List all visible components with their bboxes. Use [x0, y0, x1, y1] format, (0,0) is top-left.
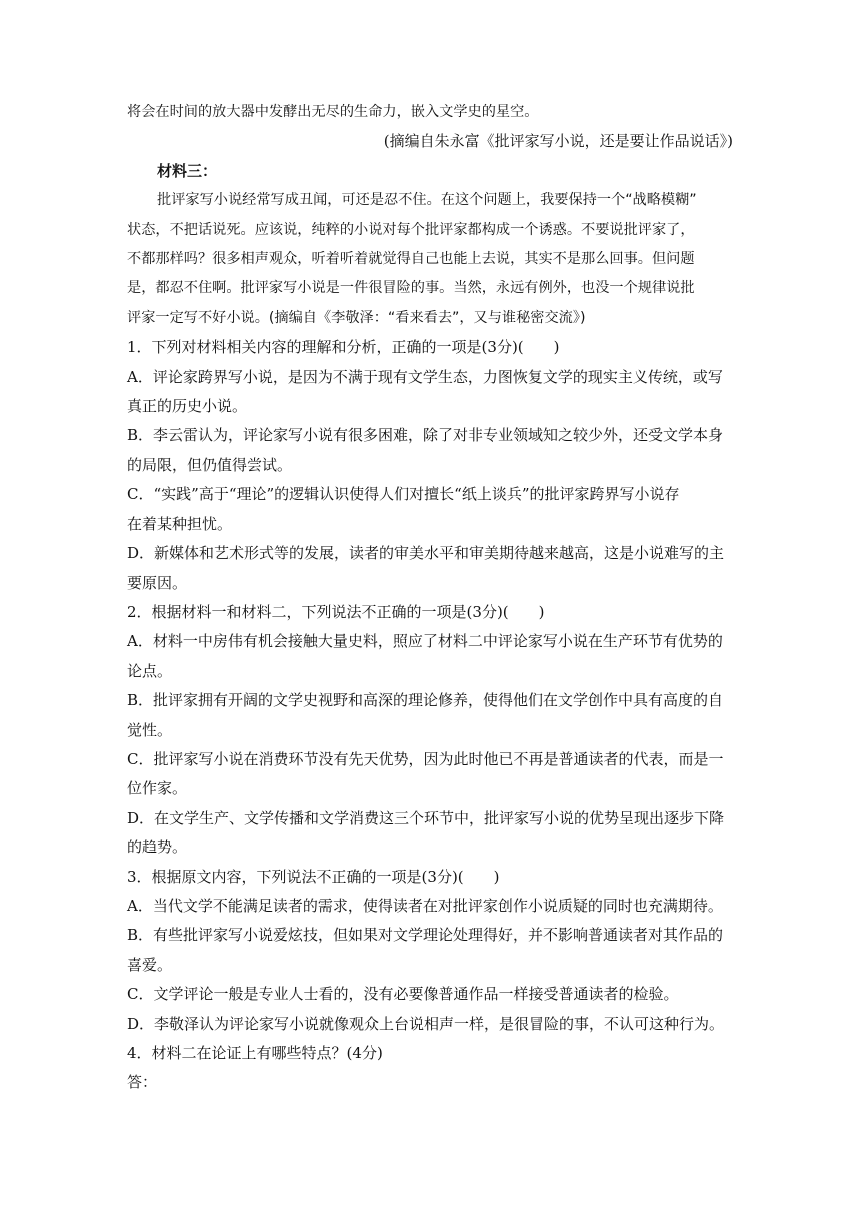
option-line: D．在文学生产、文学传播和文学消费这三个环节中，批评家写小说的优势呈现出逐步下降: [127, 808, 725, 827]
material-three-heading: 材料三：: [157, 161, 218, 180]
option-line: B．批评家拥有开阔的文学史视野和高深的理论修养，使得他们在文学创作中具有高度的自: [127, 691, 724, 710]
question-stem: 4．材料二在论证上有哪些特点？(4分): [127, 1044, 383, 1062]
option-line: 的趋势。: [127, 838, 188, 857]
option-line: C．批评家写小说在消费环节没有先天优势，因为此时他已不再是普通读者的代表，而是一: [127, 749, 724, 768]
option-line: 真正的历史小说。: [127, 397, 248, 416]
document-page: [127, 98, 737, 1098]
option-line: D．李敬泽认为评论家写小说就像观众上台说相声一样，是很冒险的事，不认可这种行为。: [127, 1014, 725, 1033]
option-line: 论点。: [127, 661, 173, 680]
source-citation: (摘编自朱永富《批评家写小说，还是要让作品说话》): [383, 132, 733, 151]
option-line: A．评论家跨界写小说，是因为不满于现有文学生态，力图恢复文学的现实主义传统，或写: [127, 367, 723, 386]
option-line: 位作家。: [127, 779, 188, 798]
option-line: 喜爱。: [127, 955, 173, 974]
question-stem: 2．根据材料一和材料二，下列说法不正确的一项是(3分)( ): [127, 602, 545, 621]
option-line: B．有些批评家写小说爱炫技，但如果对文学理论处理得好，并不影响普通读者对其作品的: [127, 926, 724, 945]
answer-label: 答：: [127, 1073, 158, 1092]
option-line: A．当代文学不能满足读者的需求，使得读者在对批评家创作小说质疑的同时也充满期待。: [127, 896, 723, 915]
option-line: A．材料一中房伟有机会接触大量史料，照应了材料二中评论家写小说在生产环节有优势的: [127, 632, 723, 651]
material-three-line: 不都那样吗？很多相声观众，听着听着就觉得自己也能上去说，其实不是那么回事。但问题: [127, 251, 695, 268]
option-line: 在着某种担忧。: [127, 514, 233, 533]
option-line: D．新媒体和艺术形式等的发展，读者的审美水平和审美期待越来越高，这是小说难写的主: [127, 544, 725, 563]
material-three-line: 状态，不把话说死。应该说，纯粹的小说对每个批评家都构成一个诱惑。不要说批评家了，: [127, 221, 695, 238]
option-line: 要原因。: [127, 573, 188, 592]
option-line: B．李云雷认为，评论家写小说有很多困难，除了对非专业领域知之较少外，还受文学本身: [127, 426, 724, 445]
option-line: 觉性。: [127, 720, 173, 739]
option-line: C．“实践”高于“理论”的逻辑认识使得人们对擅长“纸上谈兵”的批评家跨界写小说存: [127, 485, 680, 504]
material-three-line: 批评家写小说经常写成丑闻，可还是忍不住。在这个问题上，我要保持一个“战略模糊”: [157, 192, 697, 209]
material-three-line: 评家一定写不好小说。(摘编自《李敬泽：“看来看去”，又与谁秘密交流》): [127, 309, 586, 326]
option-line: 的局限，但仍值得尝试。: [127, 455, 293, 474]
intro-line: 将会在时间的放大器中发酵出无尽的生命力，嵌入文学史的星空。: [127, 104, 539, 120]
material-three-line: 是，都忍不住啊。批评家写小说是一件很冒险的事。当然，永远有例外，也没一个规律说批: [127, 280, 695, 297]
option-line: C．文学评论一般是专业人士看的，没有必要像普通作品一样接受普通读者的检验。: [127, 985, 679, 1004]
question-stem: 3．根据原文内容，下列说法不正确的一项是(3分)( ): [127, 867, 500, 886]
question-stem: 1．下列对材料相关内容的理解和分析，正确的一项是(3分)( ): [127, 338, 560, 357]
